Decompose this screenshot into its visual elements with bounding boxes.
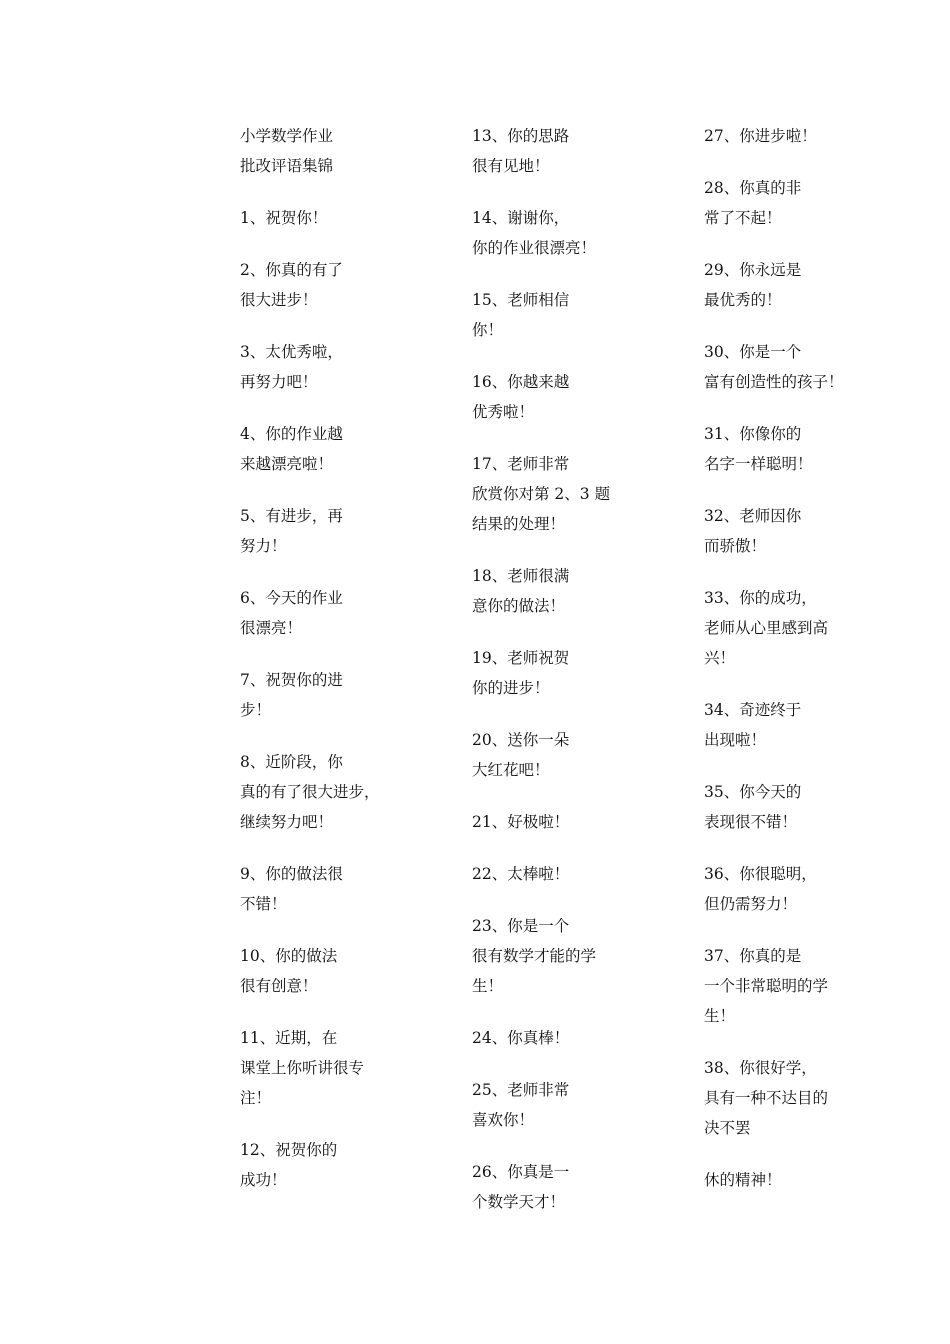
comment-line: 课堂上你听讲很专 (240, 1059, 365, 1077)
comment-line: 成功！ (240, 1171, 287, 1189)
comment-paragraph (202, 665, 362, 725)
comment-line: 出现啦！ (704, 731, 767, 749)
comment-line: 33、你的成功， (704, 589, 817, 607)
comment-line: 意你的做法！ (472, 597, 566, 615)
comment-paragraph (202, 941, 362, 1001)
comment-line: 26、你真是一 (472, 1163, 570, 1181)
comment-paragraph (666, 419, 826, 479)
comment-paragraph (434, 643, 594, 703)
comment-line: 34、奇迹终于 (704, 701, 802, 719)
comment-paragraph (666, 1165, 826, 1195)
comment-line: 12、祝贺你的 (240, 1141, 338, 1159)
comment-line: 2、你真的有了 (240, 261, 343, 279)
comment-line: 个数学天才！ (472, 1193, 566, 1211)
comment-paragraph (434, 561, 594, 621)
comment-line: 很有创意！ (240, 977, 318, 995)
comment-line: 15、老师相信 (472, 291, 570, 309)
comment-paragraph (666, 173, 826, 233)
comment-line: 很有数学才能的学 (472, 947, 597, 965)
comment-paragraph (434, 859, 594, 889)
comment-line: 21、好极啦！ (472, 813, 570, 831)
comment-line: 常了不起！ (704, 209, 782, 227)
comment-line: 10、你的做法 (240, 947, 338, 965)
comment-line: 继续努力吧！ (240, 813, 334, 831)
comment-paragraph (666, 777, 826, 837)
comment-paragraph (666, 501, 826, 561)
comment-line: 很漂亮！ (240, 619, 303, 637)
comment-paragraph (666, 583, 829, 673)
comment-line: 而骄傲！ (704, 537, 767, 555)
comment-line: 优秀啦！ (472, 403, 535, 421)
comment-line: 步！ (240, 701, 272, 719)
comment-line: 表现很不错！ (704, 813, 798, 831)
comment-line: 具有一种不达目的 (704, 1089, 829, 1107)
comment-line: 一个非常聪明的学 (704, 977, 829, 995)
comment-paragraph (666, 337, 844, 397)
comment-line: 生！ (472, 977, 504, 995)
comment-line: 22、太棒啦！ (472, 865, 570, 883)
comment-paragraph (666, 1053, 829, 1143)
comment-line: 20、送你一朵 (472, 731, 570, 749)
comment-line: 喜欢你！ (472, 1111, 535, 1129)
comment-line: 32、老师因你 (704, 507, 802, 525)
comment-line: 你的进步！ (472, 679, 550, 697)
comment-line: 27、你进步啦！ (704, 127, 817, 145)
comment-line: 大红花吧！ (472, 761, 550, 779)
comment-line: 但仍需努力！ (704, 895, 798, 913)
comment-line: 24、你真棒！ (472, 1029, 570, 1047)
comment-line: 结果的处理！ (472, 515, 566, 533)
comment-paragraph (666, 859, 826, 919)
comment-line: 老师从心里感到高 (704, 619, 829, 637)
comment-paragraph (202, 121, 362, 181)
comment-paragraph (434, 725, 594, 785)
comment-line: 28、你真的非 (704, 179, 802, 197)
comment-line: 努力！ (240, 537, 287, 555)
comment-line: 生！ (704, 1007, 736, 1025)
comment-paragraph (666, 941, 829, 1031)
comment-paragraph (434, 203, 597, 263)
comment-line: 11、近期，在 (240, 1029, 338, 1047)
comment-line: 5、有进步，再 (240, 507, 343, 525)
comment-paragraph (202, 337, 362, 397)
comment-line: 真的有了很大进步， (240, 783, 380, 801)
comment-paragraph (202, 859, 362, 919)
comment-line: 欣赏你对第 2、3 题 (472, 485, 611, 503)
comment-line: 名字一样聪明！ (704, 455, 813, 473)
comment-line: 38、你很好学， (704, 1059, 817, 1077)
comment-line: 再努力吧！ (240, 373, 318, 391)
comment-line: 兴！ (704, 649, 736, 667)
comment-paragraph (666, 695, 826, 755)
comment-line: 注！ (240, 1089, 272, 1107)
comment-paragraph (202, 501, 362, 561)
comment-line: 最优秀的！ (704, 291, 782, 309)
comment-line: 17、老师非常 (472, 455, 570, 473)
comment-line: 不错！ (240, 895, 287, 913)
comment-paragraph (202, 583, 362, 643)
comment-paragraph (434, 1157, 594, 1217)
comment-paragraph (202, 1023, 365, 1113)
comment-paragraph (202, 419, 362, 479)
comment-line: 4、你的作业越 (240, 425, 343, 443)
comment-paragraph (434, 1075, 594, 1135)
comment-line: 富有创造性的孩子！ (704, 373, 844, 391)
comment-line: 你的作业很漂亮！ (472, 239, 597, 257)
comment-line: 36、你很聪明， (704, 865, 817, 883)
comment-line: 3、太优秀啦， (240, 343, 343, 361)
comment-paragraph (202, 203, 362, 233)
comment-line: 来越漂亮啦！ (240, 455, 334, 473)
comment-paragraph (434, 367, 594, 427)
comment-line: 决不罢 (704, 1119, 751, 1137)
comment-line: 批改评语集锦 (240, 157, 334, 175)
comment-line: 29、你永远是 (704, 261, 802, 279)
comment-line: 35、你今天的 (704, 783, 802, 801)
comment-line: 你！ (472, 321, 504, 339)
comment-line: 16、你越来越 (472, 373, 570, 391)
comment-line: 25、老师非常 (472, 1081, 570, 1099)
comment-line: 14、谢谢你， (472, 209, 570, 227)
text-column-1 (202, 121, 380, 1217)
comment-line: 休的精神！ (704, 1171, 782, 1189)
text-column-2 (434, 121, 611, 1239)
comment-line: 37、你真的是 (704, 947, 802, 965)
comment-line: 8、近阶段，你 (240, 753, 343, 771)
comment-paragraph (666, 121, 826, 151)
comment-paragraph (666, 255, 826, 315)
comment-line: 小学数学作业 (240, 127, 334, 145)
comment-paragraph (202, 747, 380, 837)
comment-paragraph (434, 807, 594, 837)
comment-line: 31、你像你的 (704, 425, 802, 443)
comment-line: 很大进步！ (240, 291, 318, 309)
comment-line: 很有见地！ (472, 157, 550, 175)
comment-line: 19、老师祝贺 (472, 649, 570, 667)
comment-line: 1、祝贺你！ (240, 209, 328, 227)
comment-line: 23、你是一个 (472, 917, 570, 935)
text-column-3 (666, 121, 844, 1217)
comment-paragraph (434, 449, 611, 539)
comment-line: 13、你的思路 (472, 127, 570, 145)
comment-paragraph (434, 285, 594, 345)
comment-line: 30、你是一个 (704, 343, 802, 361)
comment-paragraph (434, 121, 594, 181)
comment-paragraph (434, 911, 597, 1001)
comment-line: 9、你的做法很 (240, 865, 343, 883)
comment-line: 6、今天的作业 (240, 589, 343, 607)
comment-paragraph (202, 1135, 362, 1195)
comment-line: 7、祝贺你的进 (240, 671, 343, 689)
comment-paragraph (202, 255, 362, 315)
comment-line: 18、老师很满 (472, 567, 570, 585)
comment-paragraph (434, 1023, 594, 1053)
